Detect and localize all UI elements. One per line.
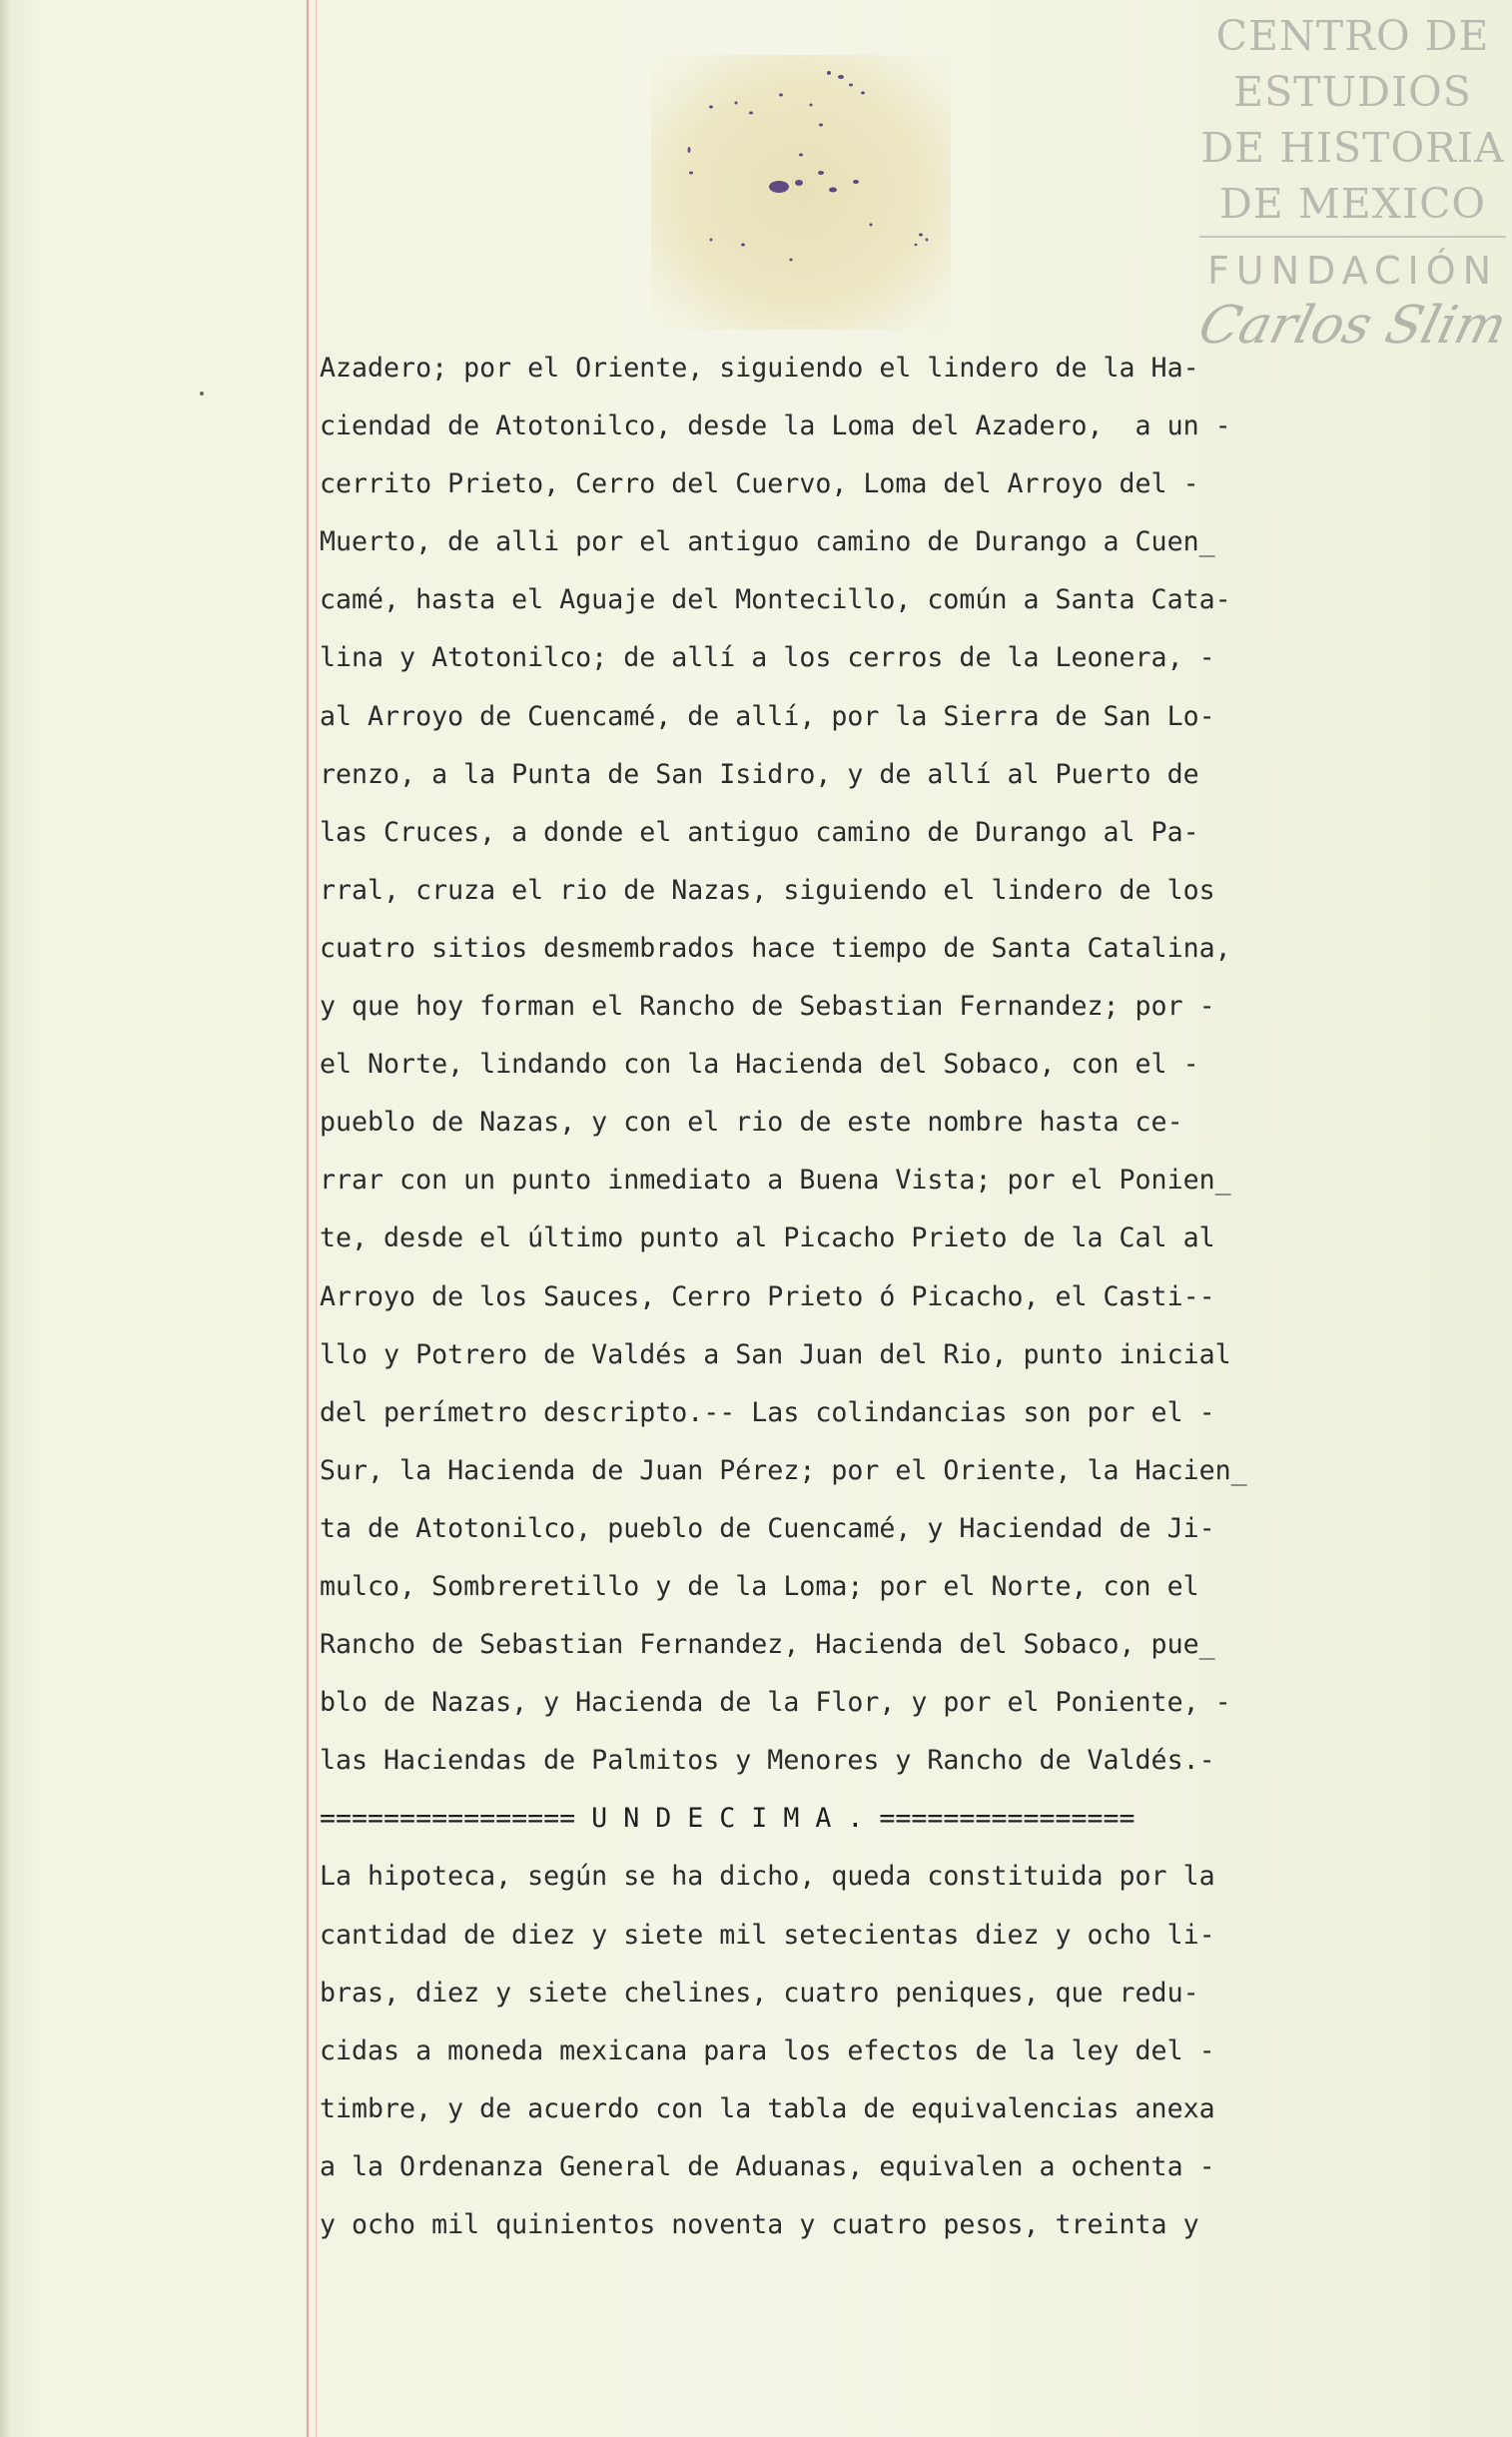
watermark-line: CENTRO DE	[1215, 12, 1490, 60]
margin-rule	[307, 0, 309, 2437]
text-line: y que hoy forman el Rancho de Sebastian Fernandez; por -	[320, 991, 1215, 1023]
watermark-signature: Carlos Slim	[1192, 296, 1512, 356]
text-line: blo de Nazas, y Hacienda de la Flor, y por el Poniente, -	[320, 1687, 1231, 1719]
text-line: Muerto, de alli por el antiguo camino de Durango a Cuen_	[320, 526, 1215, 558]
text-line: llo y Potrero de Valdés a San Juan del Rio, punto inicial	[320, 1338, 1231, 1370]
text-line: timbre, y de acuerdo con la tabla de equivalencias anexa	[320, 2092, 1215, 2124]
text-line: Sur, la Hacienda de Juan Pérez; por el Oriente, la Hacien_	[320, 1454, 1247, 1486]
watermark-line: ESTUDIOS	[1233, 68, 1472, 116]
text-line: del perímetro descripto.-- Las colindancias son por el -	[320, 1396, 1215, 1428]
text-line: pueblo de Nazas, y con el rio de este nombre hasta ce-	[320, 1107, 1183, 1139]
text-line: La hipoteca, según se ha dicho, queda constituida por la	[320, 1861, 1215, 1893]
text-line: las Haciendas de Palmitos y Menores y Rancho de Valdés.-	[320, 1745, 1215, 1777]
archive-watermark	[1193, 8, 1512, 356]
section-heading-undecima: ================ U N D E C I M A . ================	[320, 1803, 1135, 1835]
margin-rule-secondary	[316, 0, 317, 2437]
text-line: mulco, Sombreretillo y de la Loma; por el Norte, con el	[320, 1570, 1199, 1602]
text-line: Arroyo de los Sauces, Cerro Prieto ó Picacho, el Casti--	[320, 1280, 1215, 1312]
text-line: renzo, a la Punta de San Isidro, y de allí al Puerto de	[320, 758, 1199, 790]
text-line: te, desde el último punto al Picacho Prieto de la Cal al	[320, 1222, 1215, 1254]
text-line: al Arroyo de Cuencamé, de allí, por la Sierra de San Lo-	[320, 700, 1215, 732]
text-line: el Norte, lindando con la Hacienda del Sobaco, con el -	[320, 1049, 1199, 1081]
text-line: rral, cruza el rio de Nazas, siguiendo el lindero de los	[320, 874, 1215, 906]
typed-text-body	[320, 340, 1338, 2254]
text-line: a la Ordenanza General de Aduanas, equivalen a ochenta -	[320, 2150, 1215, 2182]
text-line: las Cruces, a donde el antiguo camino de Durango al Pa-	[320, 816, 1199, 848]
text-line: ciendad de Atotonilco, desde la Loma del Azadero, a un -	[320, 410, 1231, 442]
text-line: rrar con un punto inmediato a Buena Vista; por el Ponien_	[320, 1165, 1231, 1197]
watermark-divider	[1199, 236, 1506, 238]
text-line: bras, diez y siete chelines, cuatro peniques, que redu-	[320, 1977, 1199, 2009]
text-line: cuatro sitios desmembrados hace tiempo de Santa Catalina,	[320, 932, 1231, 964]
ink-stamp	[651, 55, 951, 330]
stamp-marks	[651, 55, 951, 330]
paper-speck	[200, 392, 204, 396]
text-line: ta de Atotonilco, pueblo de Cuencamé, y Haciendad de Ji-	[320, 1512, 1215, 1544]
watermark-foundation: FUNDACIÓN	[1206, 249, 1499, 293]
text-line: camé, hasta el Aguaje del Montecillo, común a Santa Cata-	[320, 584, 1231, 616]
text-line: lina y Atotonilco; de allí a los cerros de la Leonera, -	[320, 642, 1215, 674]
text-line: Azadero; por el Oriente, siguiendo el lindero de la Ha-	[320, 353, 1199, 384]
text-line: cidas a moneda mexicana para los efectos de la ley del -	[320, 2034, 1215, 2066]
text-line: cerrito Prieto, Cerro del Cuervo, Loma del Arroyo del -	[320, 468, 1199, 500]
text-line: Rancho de Sebastian Fernandez, Hacienda del Sobaco, pue_	[320, 1629, 1215, 1661]
text-line: y ocho mil quinientos noventa y cuatro pesos, treinta y	[320, 2209, 1199, 2240]
text-line: cantidad de diez y siete mil setecientas diez y ocho li-	[320, 1919, 1215, 1951]
watermark-line: DE MEXICO	[1218, 180, 1487, 228]
page-edge-shadow	[0, 0, 10, 2437]
watermark-line: DE HISTORIA	[1200, 124, 1505, 172]
